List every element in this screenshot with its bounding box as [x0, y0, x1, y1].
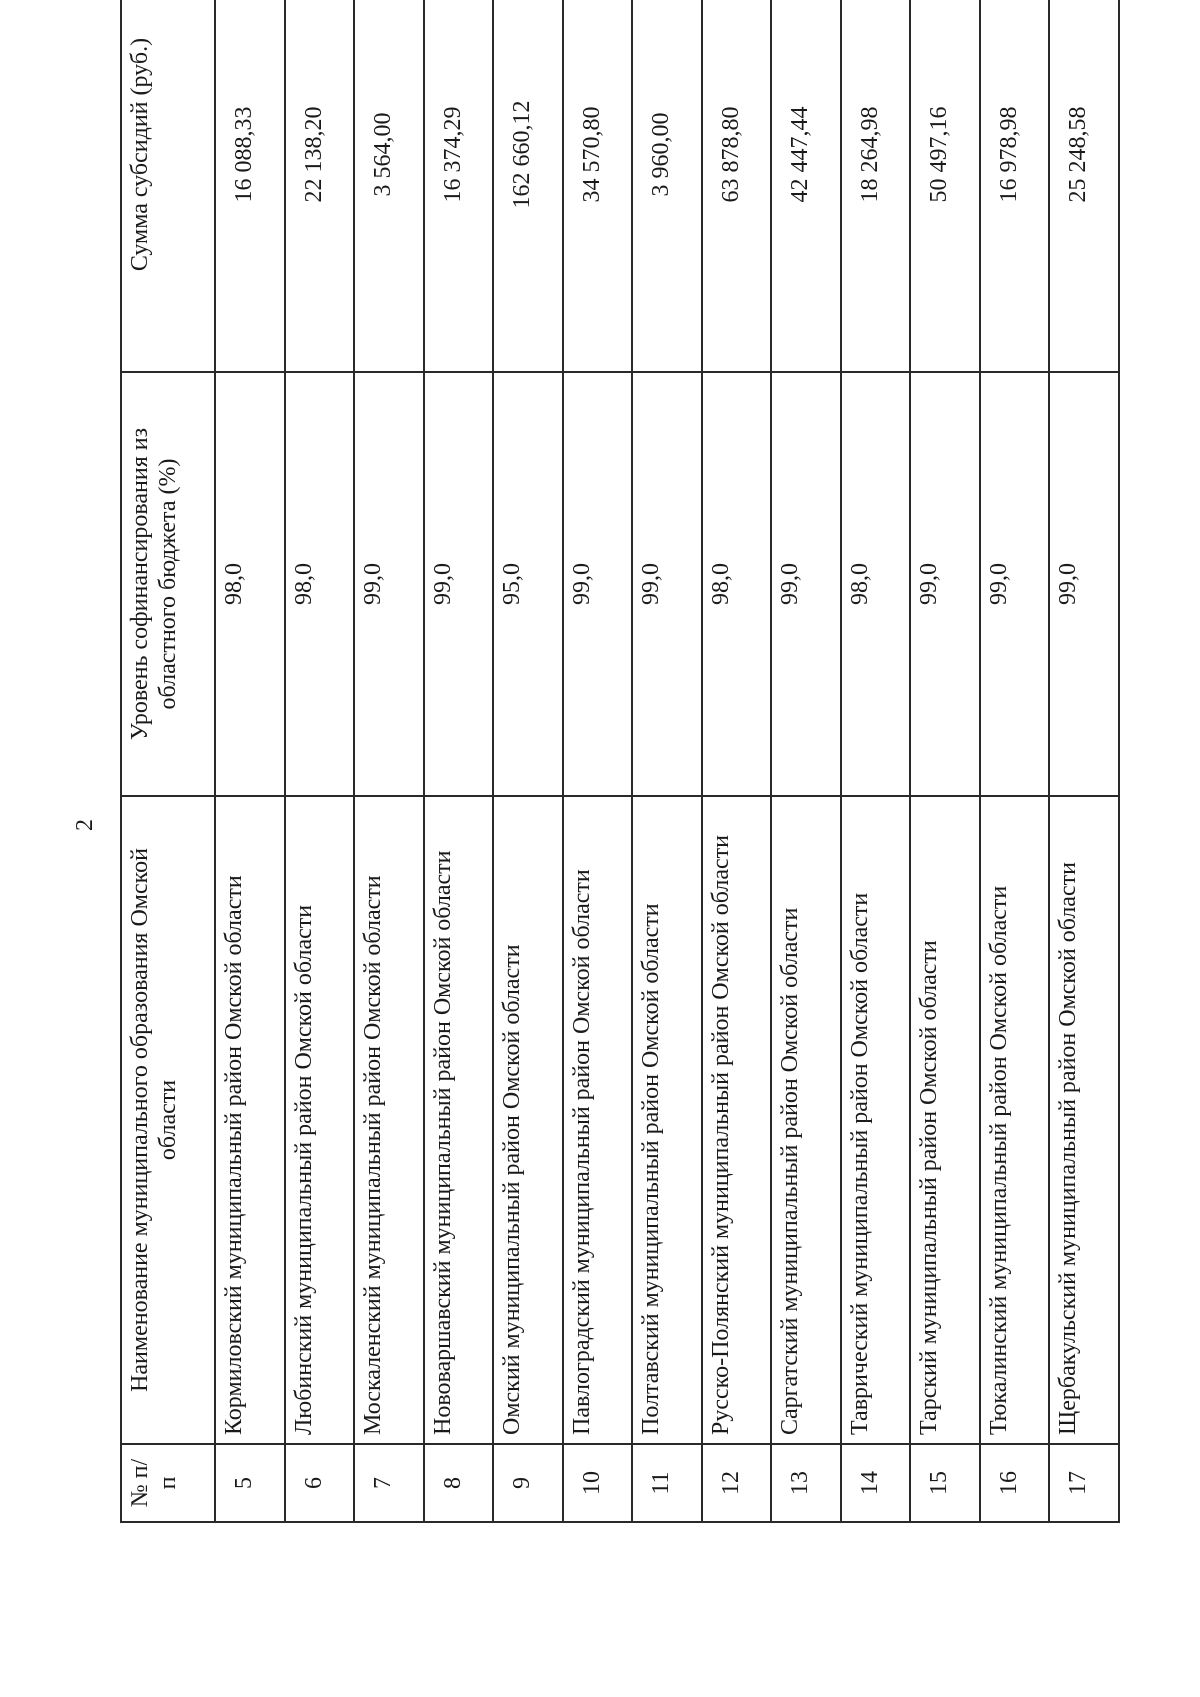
header-num: № п/п — [121, 1444, 215, 1522]
table-row — [632, 0, 702, 1522]
row-num: 5 — [215, 1444, 285, 1522]
row-level: 99,0 — [1049, 372, 1119, 796]
table-header-row — [121, 0, 215, 1522]
row-name: Любинский муниципальный район Омской области — [285, 796, 355, 1444]
row-num: 6 — [285, 1444, 355, 1522]
row-name: Полтавский муниципальный район Омской области — [632, 796, 702, 1444]
header-name: Наименование муниципального образования Омской области — [121, 796, 215, 1444]
row-name: Омский муниципальный район Омской области — [493, 796, 563, 1444]
row-level: 98,0 — [215, 372, 285, 796]
row-sum: 63 878,80 — [702, 0, 772, 372]
row-sum: 3 960,00 — [632, 0, 702, 372]
row-sum: 25 248,58 — [1049, 0, 1119, 372]
row-level: 99,0 — [910, 372, 980, 796]
table-row — [771, 0, 841, 1522]
row-name: Нововаршавский муниципальный район Омской области — [424, 796, 494, 1444]
row-name: Тюкалинский муниципальный район Омской области — [980, 796, 1050, 1444]
row-level: 95,0 — [493, 372, 563, 796]
table-row — [354, 0, 424, 1522]
header-sum: Сумма субсидий (руб.) — [121, 0, 215, 372]
page-number: 2 — [72, 819, 98, 831]
header-level: Уровень софинансирования из областного бюджета (%) — [121, 372, 215, 796]
row-level: 99,0 — [354, 372, 424, 796]
row-level: 99,0 — [424, 372, 494, 796]
row-name: Тарский муниципальный район Омской области — [910, 796, 980, 1444]
row-level: 98,0 — [841, 372, 911, 796]
row-level: 98,0 — [702, 372, 772, 796]
subsidy-table-container — [120, 0, 1120, 1523]
row-sum: 3 564,00 — [354, 0, 424, 372]
row-num: 17 — [1049, 1444, 1119, 1522]
row-sum: 34 570,80 — [563, 0, 633, 372]
row-num: 16 — [980, 1444, 1050, 1522]
table-row — [424, 0, 494, 1522]
row-num: 10 — [563, 1444, 633, 1522]
row-name: Щербакульский муниципальный район Омской области — [1049, 796, 1119, 1444]
row-num: 8 — [424, 1444, 494, 1522]
row-level: 99,0 — [771, 372, 841, 796]
row-num: 13 — [771, 1444, 841, 1522]
row-sum: 162 660,12 — [493, 0, 563, 372]
table-row — [493, 0, 563, 1522]
row-name: Павлоградский муниципальный район Омской области — [563, 796, 633, 1444]
row-name: Таврический муниципальный район Омской области — [841, 796, 911, 1444]
table-row — [1049, 0, 1119, 1522]
row-name: Москаленский муниципальный район Омской области — [354, 796, 424, 1444]
row-sum: 18 264,98 — [841, 0, 911, 372]
row-level: 99,0 — [632, 372, 702, 796]
row-name: Саргатский муниципальный район Омской области — [771, 796, 841, 1444]
row-num: 9 — [493, 1444, 563, 1522]
table-row — [285, 0, 355, 1522]
row-num: 11 — [632, 1444, 702, 1522]
table-row — [563, 0, 633, 1522]
row-sum: 50 497,16 — [910, 0, 980, 372]
table-row — [980, 0, 1050, 1522]
table-row — [702, 0, 772, 1522]
row-sum: 16 374,29 — [424, 0, 494, 372]
row-sum: 22 138,20 — [285, 0, 355, 372]
subsidy-table — [120, 0, 1120, 1523]
row-sum: 42 447,44 — [771, 0, 841, 372]
row-num: 15 — [910, 1444, 980, 1522]
row-level: 98,0 — [285, 372, 355, 796]
row-num: 14 — [841, 1444, 911, 1522]
row-level: 99,0 — [980, 372, 1050, 796]
row-level: 99,0 — [563, 372, 633, 796]
row-sum: 16 978,98 — [980, 0, 1050, 372]
row-num: 7 — [354, 1444, 424, 1522]
table-row — [910, 0, 980, 1522]
row-name: Кормиловский муниципальный район Омской области — [215, 796, 285, 1444]
table-row — [215, 0, 285, 1522]
row-num: 12 — [702, 1444, 772, 1522]
table-row — [841, 0, 911, 1522]
row-name: Русско-Полянский муниципальный район Омской области — [702, 796, 772, 1444]
row-sum: 16 088,33 — [215, 0, 285, 372]
